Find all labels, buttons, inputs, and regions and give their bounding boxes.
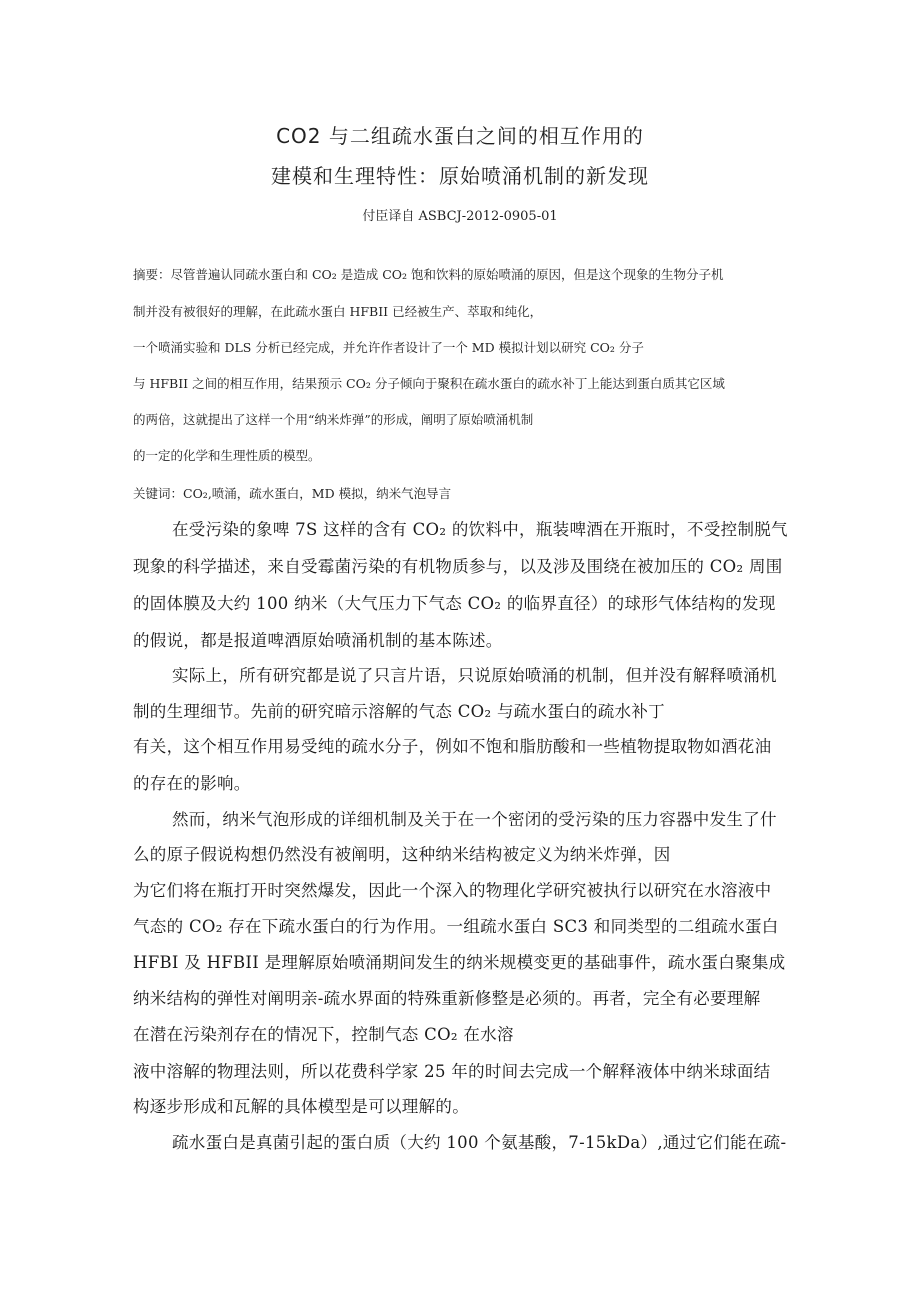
body-line: 么的原子假说构想仍然没有被阐明，这种纳米结构被定义为纳米炸弹，因 <box>133 845 671 864</box>
title-line-2: 建模和生理特性：原始喷涌机制的新发现 <box>271 164 649 188</box>
keywords-line: 关键词：CO₂,喷涌，疏水蛋白，MD 模拟，纳米气泡导言 <box>133 486 452 501</box>
body-line: 制的生理细节。先前的研究暗示溶解的气态 CO₂ 与疏水蛋白的疏水补丁 <box>133 702 665 721</box>
body-line: HFBI 及 HFBII 是理解原始喷涌期间发生的纳米规模变更的基础事件，疏水蛋白聚集成 <box>133 953 786 972</box>
author-line: 付臣译自 ASBCJ-2012-0905-01 <box>362 209 558 224</box>
abstract-line: 一个喷涌实验和 DLS 分析已经完成，并允许作者设计了一个 MD 模拟计划以研究 CO₂ 分子 <box>133 340 644 355</box>
body-line: 纳米结构的弹性对阐明亲-疏水界面的特殊重新修整是必须的。再者，完全有必要理解 <box>133 989 761 1008</box>
body-line: 气态的 CO₂ 存在下疏水蛋白的行为作用。一组疏水蛋白 SC3 和同类型的二组疏水蛋白 <box>133 917 779 936</box>
abstract-line: 制并没有被很好的理解，在此疏水蛋白 HFBII 已经被生产、萃取和纯化， <box>133 304 543 319</box>
body-line: 在潜在污染剂存在的情况下，控制气态 CO₂ 在水溶 <box>133 1025 514 1044</box>
title-line-1: CO2 与二组疏水蛋白之间的相互作用的 <box>276 124 644 148</box>
body-line: 的固体膜及大约 100 纳米（大气压力下气态 CO₂ 的临界直径）的球形气体结构的发现 <box>133 594 776 613</box>
body-line: 有关，这个相互作用易受纯的疏水分子，例如不饱和脂肪酸和一些植物提取物如酒花油 <box>133 737 772 756</box>
body-line: 为它们将在瓶打开时突然爆发，因此一个深入的物理化学研究被执行以研究在水溶液中 <box>133 881 772 900</box>
body-line: 疏水蛋白是真菌引起的蛋白质（大约 100 个氨基酸，7-15kDa）,通过它们能在疏- <box>172 1133 787 1152</box>
body-line: 的存在的影响。 <box>133 774 251 793</box>
abstract-line: 的一定的化学和生理性质的模型。 <box>133 448 321 463</box>
abstract-line: 摘要：尽管普遍认同疏水蛋白和 CO₂ 是造成 CO₂ 饱和饮料的原始喷涌的原因，但是这个现象的生物分子机 <box>133 267 724 282</box>
body-line: 构逐步形成和瓦解的具体模型是可以理解的。 <box>133 1097 469 1116</box>
abstract-line: 与 HFBII 之间的相互作用，结果预示 CO₂ 分子倾向于聚积在疏水蛋白的疏水补丁上能达到蛋白质其它区域 <box>133 376 725 391</box>
body-line: 现象的科学描述，来自受霉菌污染的有机物质参与，以及涉及围绕在被加压的 CO₂ 周围 <box>133 557 783 576</box>
body-line: 液中溶解的物理法则，所以花费科学家 25 年的时间去完成一个解释液体中纳米球面结 <box>133 1062 771 1081</box>
body-line: 在受污染的象啤 7S 这样的含有 CO₂ 的饮料中，瓶装啤酒在开瓶时，不受控制脱气 <box>172 520 788 539</box>
abstract-line: 的两倍，这就提出了这样一个用“纳米炸弹”的形成，阐明了原始喷涌机制 <box>133 412 534 427</box>
body-line: 实际上，所有研究都是说了只言片语，只说原始喷涌的机制，但并没有解释喷涌机 <box>172 666 777 685</box>
body-line: 的假说，都是报道啤酒原始喷涌机制的基本陈述。 <box>133 631 503 650</box>
body-line: 然而，纳米气泡形成的详细机制及关于在一个密闭的受污染的压力容器中发生了什 <box>172 810 777 829</box>
